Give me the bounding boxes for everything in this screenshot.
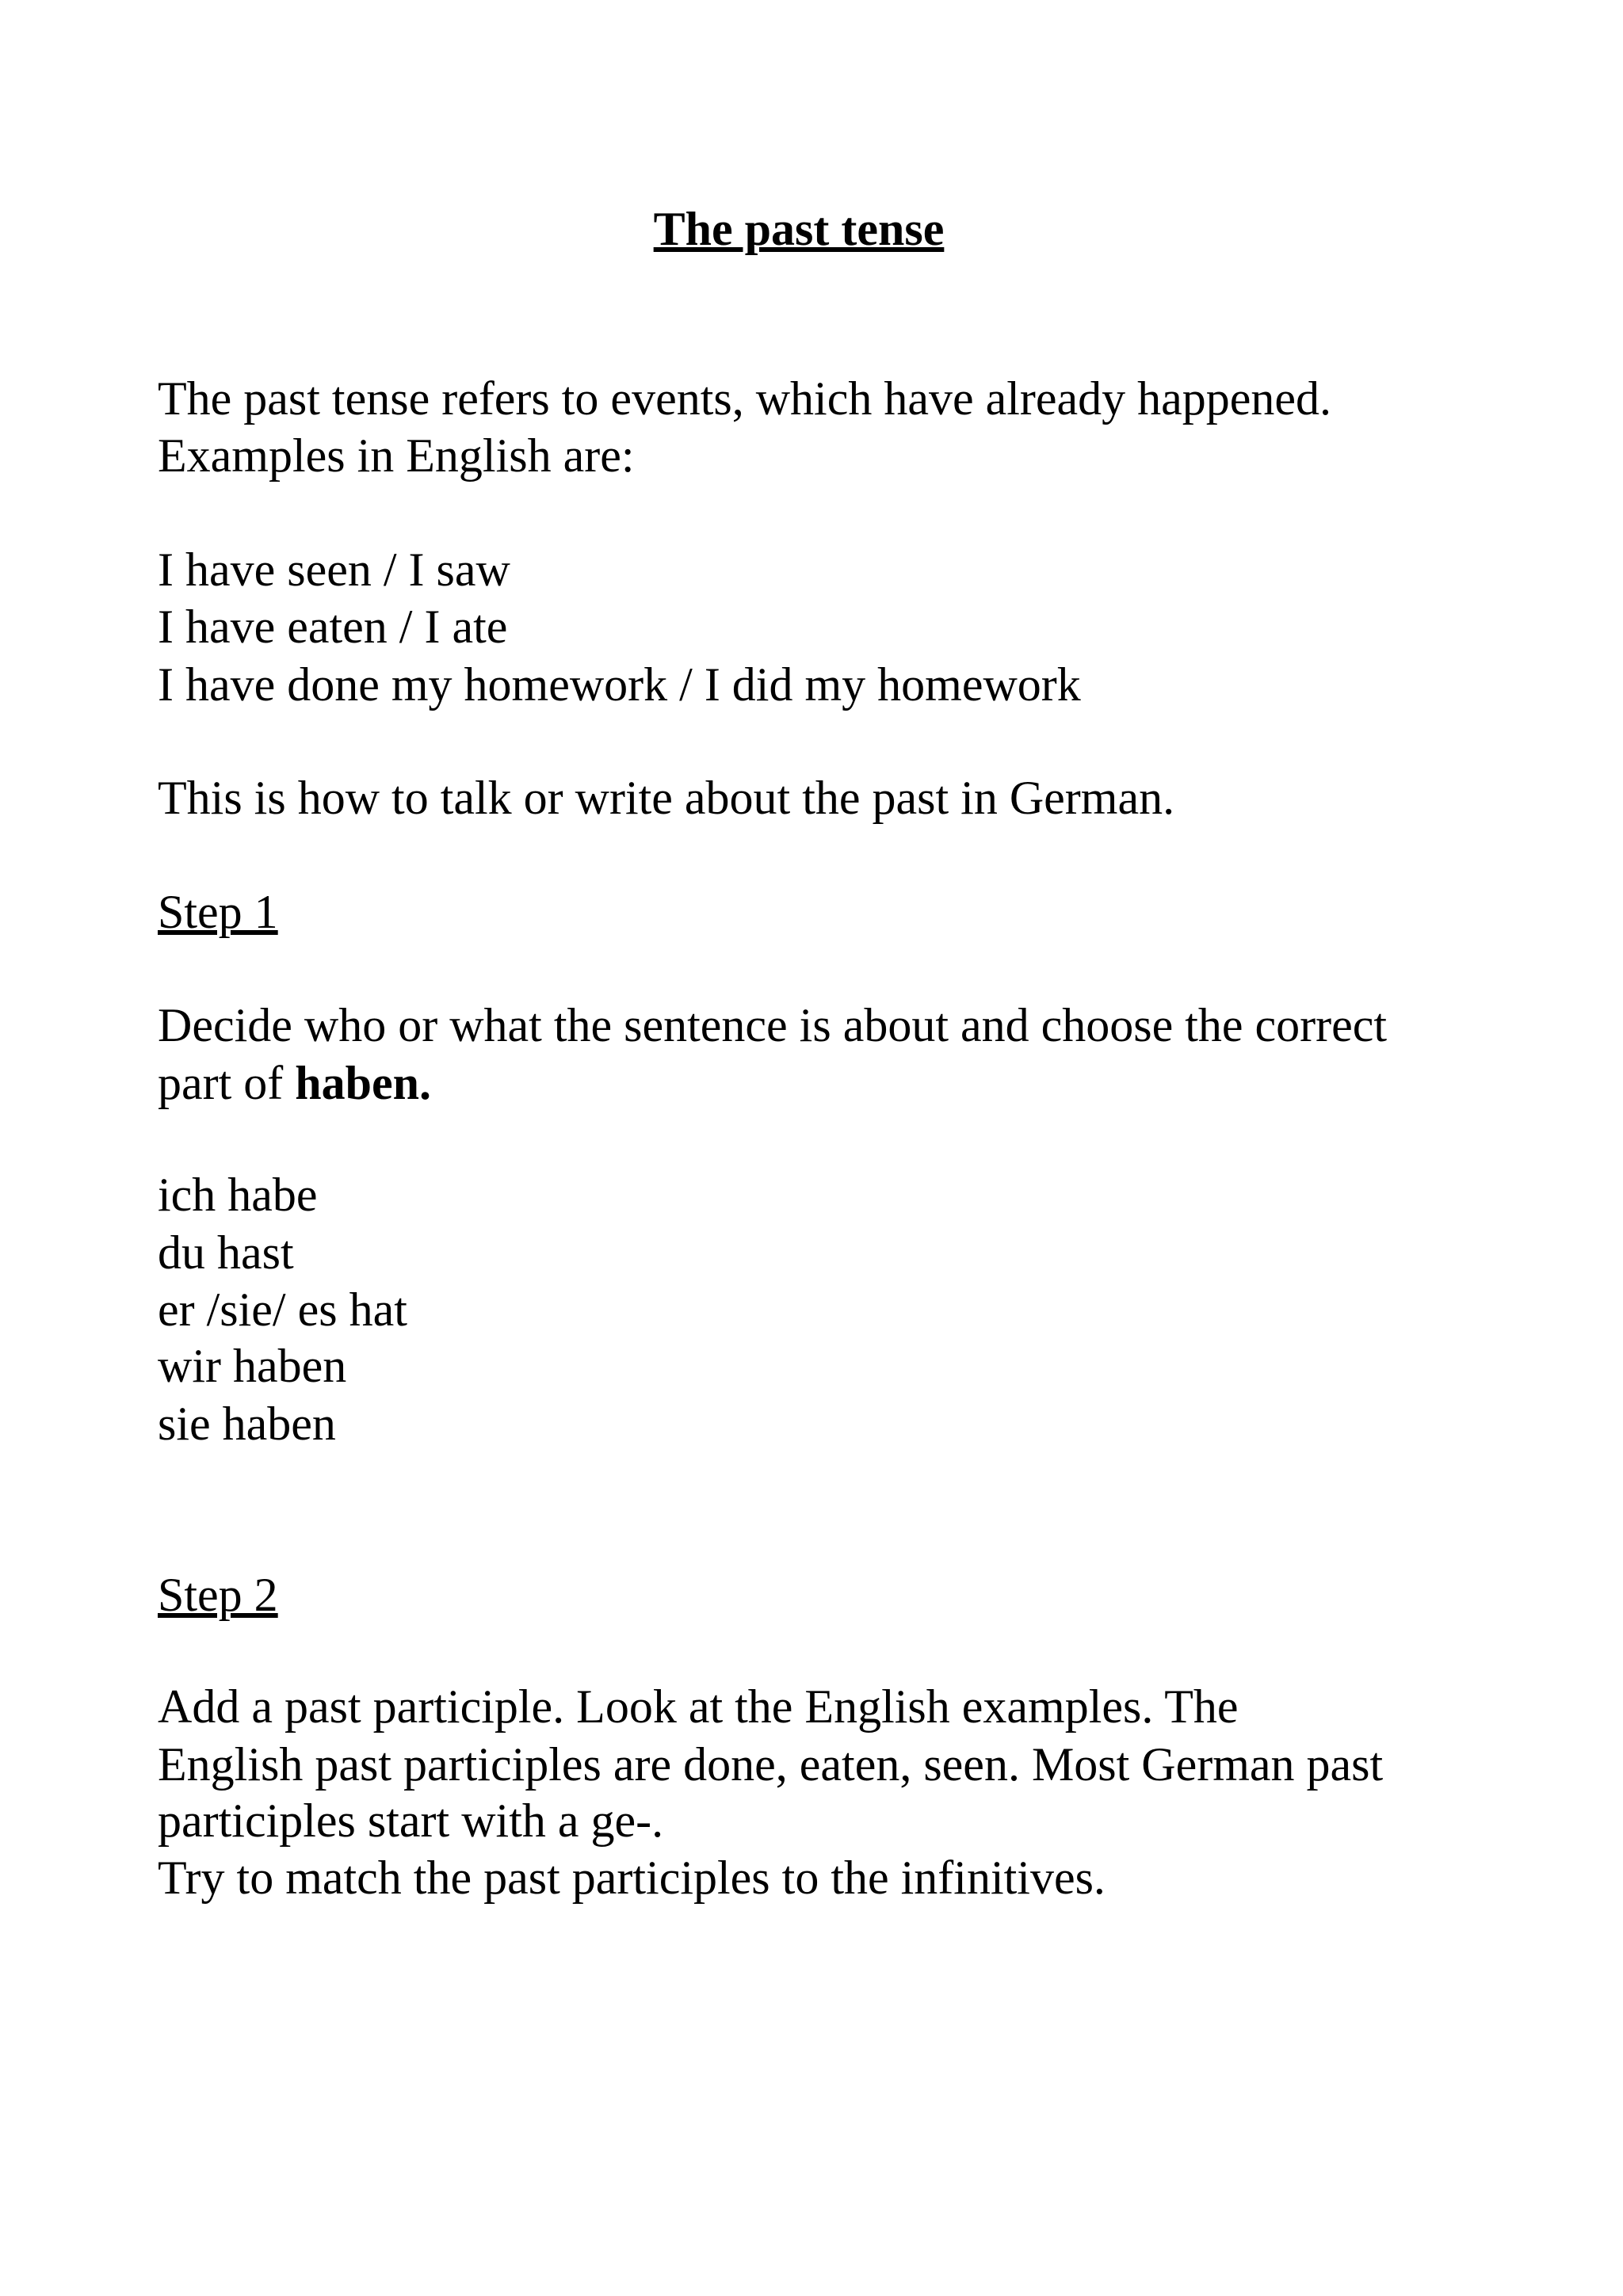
english-example: I have seen / I saw [158, 543, 510, 596]
step2-text: participles start with a ge-. [158, 1794, 664, 1847]
haben-form: sie haben [158, 1398, 336, 1450]
haben-keyword: haben. [295, 1057, 432, 1109]
haben-form: ich habe [158, 1169, 318, 1221]
english-example: I have done my homework / I did my homework [158, 658, 1081, 711]
haben-form: wir haben [158, 1340, 347, 1392]
intro-line: Examples in English are: [158, 429, 635, 482]
step2-heading: Step 2 [158, 1569, 278, 1621]
step1-text [158, 1055, 431, 1112]
step1-text: Decide who or what the sentence is about and choose the correct [158, 999, 1388, 1051]
step1-heading: Step 1 [158, 886, 278, 938]
step2-text: Try to match the past participles to the infinitives. [158, 1852, 1106, 1904]
haben-form: er /sie/ es hat [158, 1283, 407, 1336]
step2-text: Add a past participle. Look at the English examples. The [158, 1680, 1239, 1733]
english-example: I have eaten / I ate [158, 601, 508, 653]
haben-form: du hast [158, 1226, 294, 1279]
transition-text: This is how to talk or write about the past in German. [158, 772, 1175, 824]
intro-line: The past tense refers to events, which have already happened. [158, 372, 1332, 425]
page-title: The past tense [653, 203, 945, 255]
step2-text: English past participles are done, eaten, seen. Most German past [158, 1738, 1384, 1791]
step1-text-prefix: part of [158, 1057, 296, 1109]
